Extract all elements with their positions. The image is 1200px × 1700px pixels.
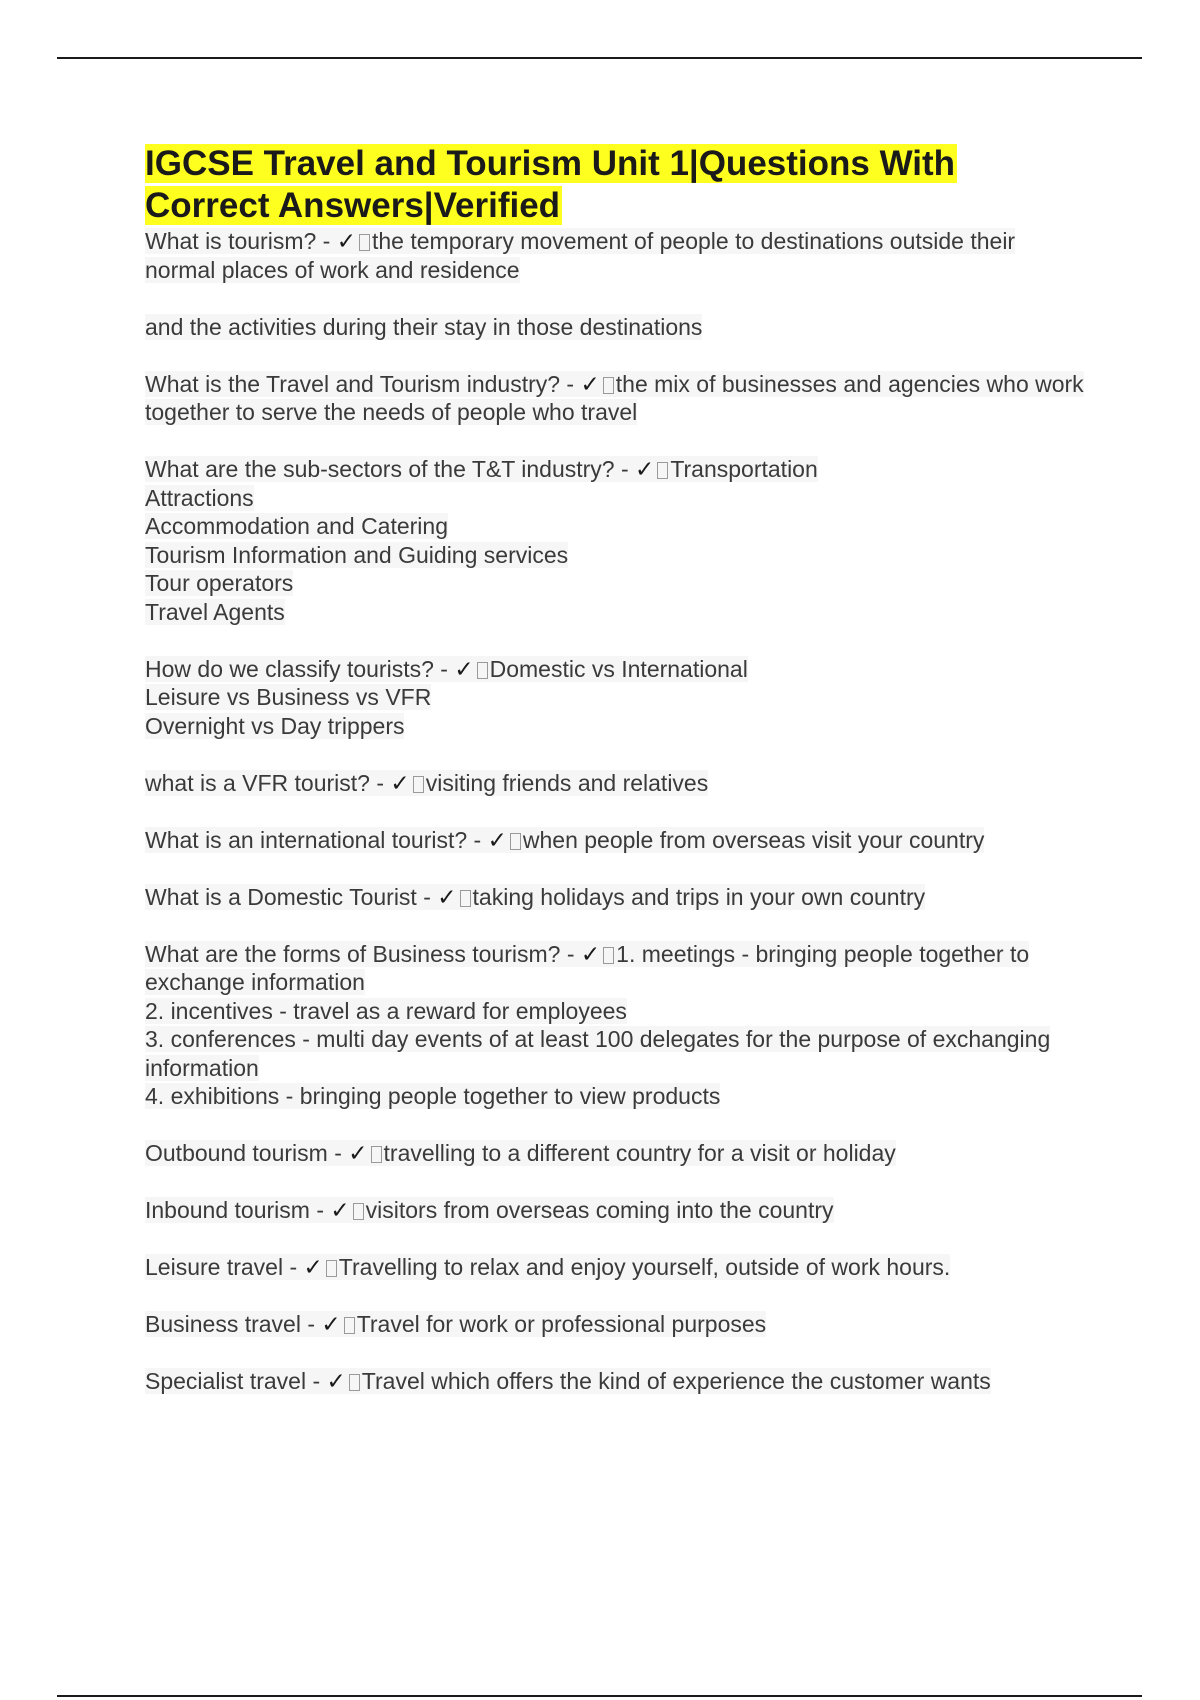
question-text: What is tourism? - [145, 228, 337, 254]
missing-glyph-box-icon [510, 833, 521, 850]
answer-line: Overnight vs Day trippers [145, 712, 405, 739]
qa-item [145, 940, 1085, 1111]
qa-item [145, 370, 1085, 427]
qa-item [145, 1310, 1085, 1339]
answer-text: Domestic vs International [489, 655, 748, 682]
title-line-2: Correct Answers|Verified [145, 186, 561, 225]
answer-continuation-text: and the activities during their stay in those destinations [145, 313, 703, 340]
check-icon: ✓ [437, 883, 457, 910]
check-icon: ✓ [454, 655, 474, 682]
qa-item [145, 455, 1085, 626]
check-icon: ✓ [580, 940, 601, 967]
title-line-1: IGCSE Travel and Tourism Unit 1|Questions With [145, 144, 956, 183]
question-text: Specialist travel - [145, 1368, 327, 1394]
answer-text: visiting friends and relatives [425, 769, 709, 796]
answer-line: Attractions [145, 484, 254, 511]
answer-line: Leisure vs Business vs VFR [145, 684, 432, 710]
missing-glyph-box-icon [359, 234, 370, 251]
answer-text: Travel for work or professional purposes [356, 1311, 767, 1337]
qa-list [145, 227, 1085, 1396]
check-icon: ✓ [326, 1368, 346, 1394]
top-rule [57, 57, 1142, 59]
answer-text: travelling to a different country for a visit or holiday [383, 1140, 896, 1166]
answer-text: when people from overseas visit your country [522, 826, 985, 853]
answer-line: 2. incentives - travel as a reward for employees [145, 997, 627, 1024]
answer-line: Tour operators [145, 570, 294, 596]
check-icon: ✓ [336, 228, 356, 254]
check-icon: ✓ [580, 370, 600, 397]
question-text: Business travel - [145, 1311, 322, 1337]
question-text: Outbound tourism - [145, 1140, 349, 1166]
question-text: Inbound tourism - [145, 1197, 331, 1223]
qa-item [145, 655, 1085, 741]
missing-glyph-box-icon [603, 377, 614, 394]
bottom-rule [57, 1695, 1142, 1697]
missing-glyph-box-icon [326, 1260, 337, 1277]
question-text: What are the forms of Business tourism? - [145, 940, 581, 967]
check-icon: ✓ [487, 826, 507, 853]
answer-line: 3. conferences - multi day events of at least 100 delegates for the purpose of exchanging information [145, 1026, 1051, 1081]
question-text: What is an international tourist? - [145, 826, 488, 853]
check-icon: ✓ [635, 456, 655, 482]
missing-glyph-box-icon [460, 890, 471, 907]
check-icon: ✓ [330, 1197, 350, 1223]
missing-glyph-box-icon [371, 1146, 382, 1163]
missing-glyph-box-icon [477, 662, 488, 679]
answer-text: visitors from overseas coming into the country [365, 1197, 834, 1223]
answer-text: Travelling to relax and enjoy yourself, outside of work hours. [338, 1254, 951, 1280]
question-text: What is a Domestic Tourist - [145, 883, 438, 910]
qa-item [145, 1253, 1085, 1282]
check-icon: ✓ [348, 1140, 368, 1166]
document-body [145, 143, 1085, 1424]
qa-item-continuation [145, 313, 1085, 342]
qa-item [145, 769, 1085, 798]
question-text: What is the Travel and Tourism industry? - [145, 370, 581, 397]
answer-line: Travel Agents [145, 598, 285, 625]
missing-glyph-box-icon [657, 462, 668, 479]
answer-text: Travel which offers the kind of experience the customer wants [361, 1368, 991, 1394]
qa-item [145, 1196, 1085, 1225]
answer-text: Transportation [670, 456, 818, 482]
title-highlight [145, 144, 957, 225]
answer-line: Tourism Information and Guiding services [145, 541, 569, 568]
missing-glyph-box-icon [603, 947, 614, 964]
qa-item [145, 826, 1085, 855]
question-text: What are the sub-sectors of the T&T industry? - [145, 456, 636, 482]
qa-item [145, 883, 1085, 912]
missing-glyph-box-icon [413, 776, 424, 793]
missing-glyph-box-icon [353, 1203, 364, 1220]
qa-item [145, 227, 1085, 284]
check-icon: ✓ [303, 1254, 323, 1280]
document-title [145, 143, 1085, 227]
question-text: How do we classify tourists? - [145, 655, 455, 682]
missing-glyph-box-icon [349, 1374, 360, 1391]
answer-text: 1. meetings - bringing people together to exchange information [145, 940, 1030, 995]
qa-item [145, 1139, 1085, 1168]
answer-line: Accommodation and Catering [145, 513, 448, 539]
question-text: what is a VFR tourist? - [145, 769, 391, 796]
check-icon: ✓ [321, 1311, 341, 1337]
missing-glyph-box-icon [344, 1317, 355, 1334]
answer-line: 4. exhibitions - bringing people together to view products [145, 1083, 721, 1109]
qa-item [145, 1367, 1085, 1396]
answer-text: the temporary movement of people to destinations outside their normal places of work and residence [145, 228, 1016, 283]
answer-text: taking holidays and trips in your own country [472, 883, 926, 910]
answer-text: the mix of businesses and agencies who work together to serve the needs of people who travel [145, 370, 1084, 425]
question-text: Leisure travel - [145, 1254, 304, 1280]
check-icon: ✓ [390, 769, 410, 796]
